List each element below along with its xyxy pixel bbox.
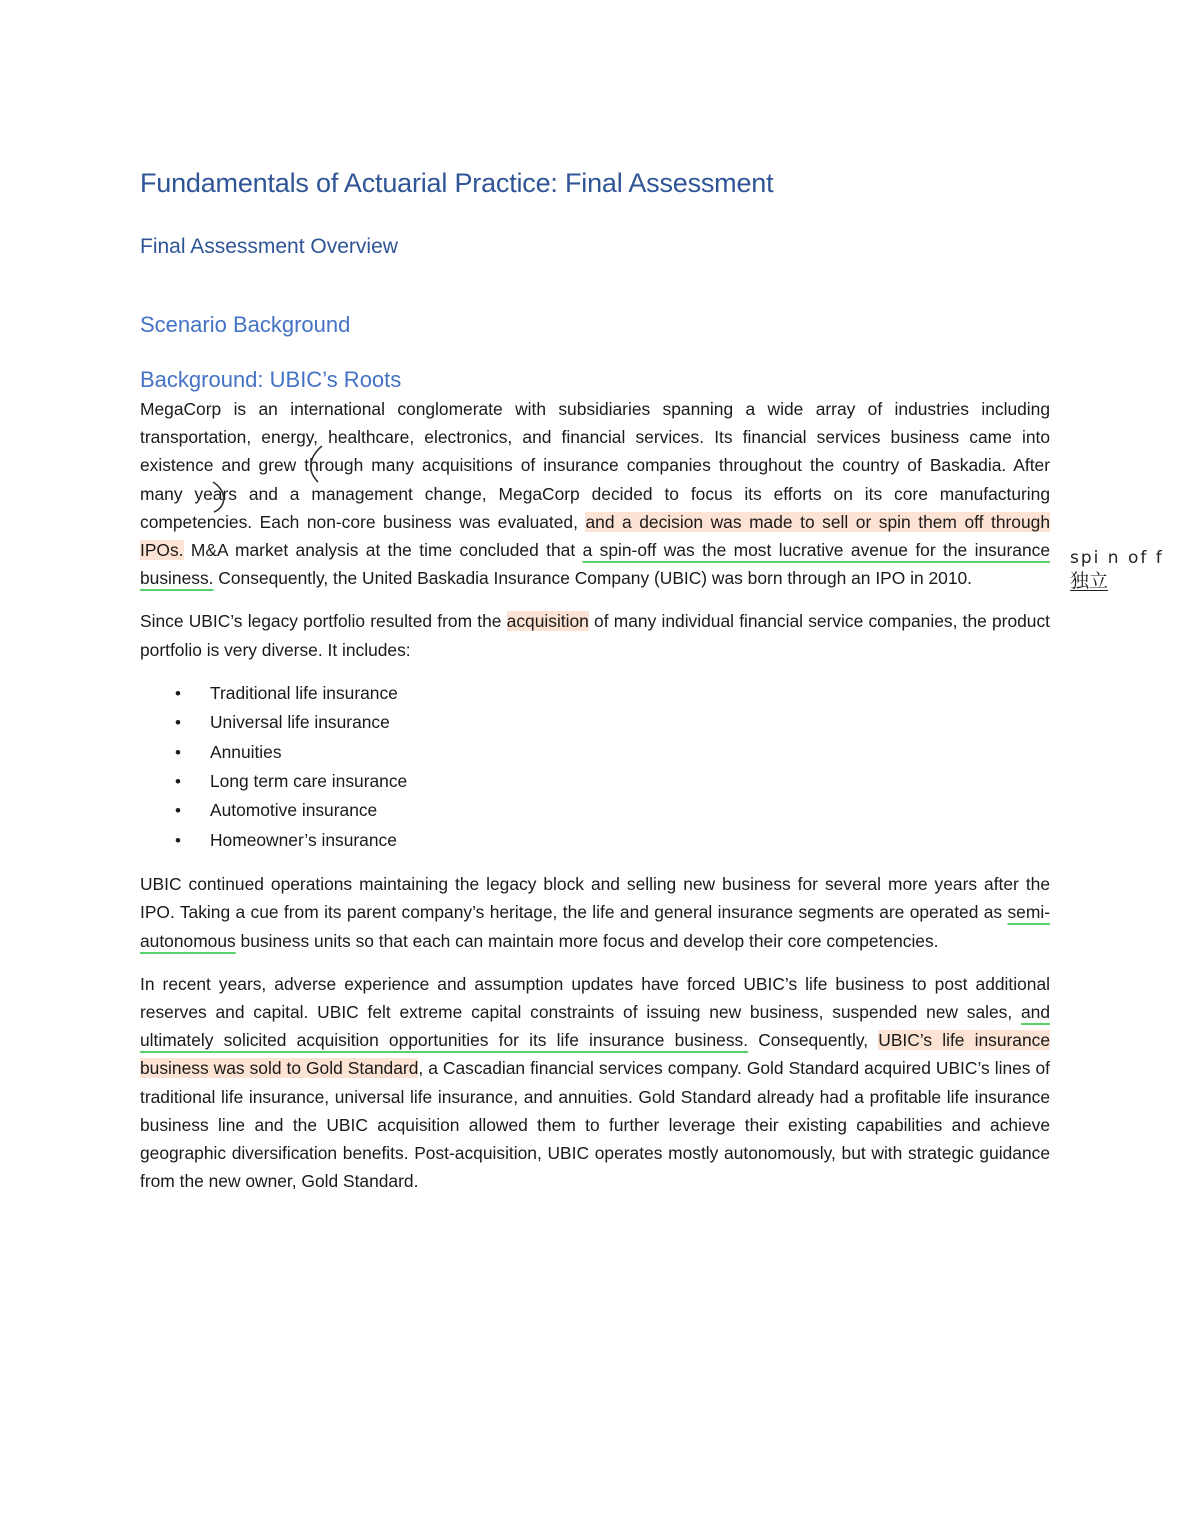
text-run: business units so that each can maintain more focus and develop their core competencies. — [235, 930, 939, 951]
text-run: Consequently, the United Baskadia Insurance Company (UBIC) was born through an IPO in 2010. — [213, 568, 972, 589]
highlight-acquisition: acquisition — [506, 611, 589, 632]
highlight-sold-to-gold-standard: UBIC’s life insurance business was sold to Gold Standard — [140, 1030, 1051, 1079]
document-title: Fundamentals of Actuarial Practice: Final Assessment — [140, 168, 774, 198]
list-item: • Universal life insurance — [210, 708, 1050, 737]
product-list — [140, 679, 1050, 855]
text-run: M&A market analysis at the time concluded that — [183, 540, 583, 561]
margin-note-english: spi n of f — [1070, 548, 1164, 568]
bullet-icon: • — [175, 713, 181, 733]
text-run: In recent years, adverse experience and assumption updates have forced UBIC’s life business to post additional reserves and capital. UBIC felt extreme capital constraints of issuing new business, suspended new sales, — [140, 973, 1050, 1023]
overview-heading: Final Assessment Overview — [140, 235, 398, 258]
paragraph-recent-years — [140, 970, 1050, 1196]
underline-solicited-acquisition: and ultimately solicited acquisition opportunities for its life insurance business. — [140, 1002, 1050, 1051]
list-item: • Homeowner’s insurance — [210, 826, 1050, 855]
underline-spin-off-lucrative: a spin-off was the most lucrative avenue for the insurance business. — [140, 540, 1050, 589]
text-run: MegaCorp is an international conglomerate with subsidiaries spanning a wide array of industries including transportation, energy, healthcare, electronics, and financial services. Its financial services business came into existence and grew through many acquisitions of insurance companies throughout the country of Baskadia. After many years and a management change, MegaCorp decided to focus its efforts on its core manufacturing competencies. Each non-core business was evaluated, — [140, 399, 1050, 532]
list-item: • Annuities — [210, 738, 1050, 767]
margin-note-chinese: 独立 — [1070, 570, 1109, 592]
paragraph-operations — [140, 870, 1050, 955]
document-page — [140, 160, 1050, 1196]
margin-annotation — [1070, 546, 1180, 592]
text-run: UBIC continued operations maintaining the legacy block and selling new business for several more years after the IPO. Taking a cue from its parent company’s heritage, the life and general insurance segments are operated as — [140, 874, 1050, 923]
text-run: Since UBIC’s legacy portfolio resulted from the — [140, 611, 507, 632]
highlight-sell-or-spin: and a decision was made to sell or spin them off through IPOs. — [140, 511, 1050, 561]
text-run: of many individual financial service companies, the product portfolio is very diverse. It includes: — [140, 611, 1050, 660]
list-item: • Long term care insurance — [210, 767, 1050, 796]
text-run: , a Cascadian financial services company. Gold Standard acquired UBIC’s lines of traditional life insurance, universal life insurance, and annuities. Gold Standard already had a profitable life insurance business line and the UBIC acquisition allowed them to further leverage their existing capabilities and achieve geographic diversification benefits. Post-acquisition, UBIC operates mostly autonomously, but with strategic guidance from the new owner, Gold Standard. — [140, 1058, 1050, 1192]
paragraph-portfolio — [140, 607, 1050, 663]
underline-semi-autonomous: semi-autonomous — [140, 902, 1050, 951]
list-item: • Traditional life insurance — [210, 679, 1050, 708]
bullet-icon: • — [175, 830, 181, 850]
bullet-icon: • — [175, 801, 181, 821]
bullet-icon: • — [175, 772, 181, 792]
roots-heading: Background: UBIC’s Roots — [140, 367, 402, 392]
text-run: Consequently, — [748, 1030, 879, 1051]
list-item: • Automotive insurance — [210, 796, 1050, 825]
bullet-icon: • — [175, 683, 181, 703]
scenario-heading: Scenario Background — [140, 312, 351, 337]
paragraph-roots — [140, 395, 1050, 592]
bullet-icon: • — [175, 742, 181, 762]
